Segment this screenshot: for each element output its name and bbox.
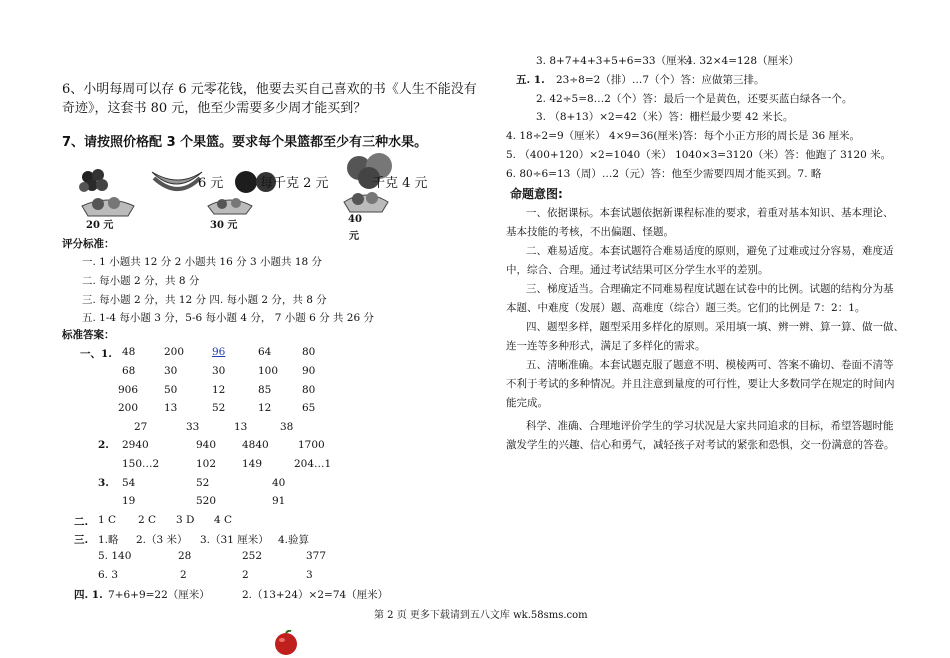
answer-line: 5. （400+120）×2=1040（米） 1040×3=3120（米）答：他跑了 3120 米。 bbox=[506, 149, 892, 161]
sec2-label: 二. bbox=[74, 516, 89, 528]
table-cell: 12 bbox=[212, 384, 226, 396]
answer-link[interactable]: 96 bbox=[212, 346, 226, 358]
choice-answer: 4 C bbox=[214, 514, 233, 526]
table-cell: 4840 bbox=[242, 439, 269, 451]
table-cell: 2940 bbox=[122, 439, 149, 451]
table-cell: 90 bbox=[302, 365, 316, 377]
intent-text: 连一连等多种形式，满足了多样化的需求。 bbox=[506, 340, 706, 352]
list-item: 7+6+9=22（厘米） bbox=[108, 589, 210, 601]
list-item: 252 bbox=[242, 550, 263, 562]
table-cell: 149 bbox=[242, 458, 263, 470]
list-item: 3.（31 厘米） bbox=[200, 534, 269, 546]
intent-text: 基本技能的考核，不出偏题、怪题。 bbox=[506, 226, 674, 238]
intent-text: 中，综合、合理。通过考试结果可区分学生水平的差别。 bbox=[506, 264, 769, 276]
choice-answer: 1 C bbox=[98, 514, 117, 526]
basket-price-20: 20 元 bbox=[86, 220, 114, 231]
table-cell: 40 bbox=[272, 477, 286, 489]
fruit-basket-icon bbox=[206, 196, 254, 216]
list-item: 1.略 bbox=[98, 534, 119, 546]
table-cell: 64 bbox=[258, 346, 272, 358]
answer-line: 4. 32×4=128（厘米） bbox=[686, 55, 800, 67]
price-fragment-3: 千克 4 元 bbox=[372, 176, 428, 191]
table-cell: 13 bbox=[164, 402, 178, 414]
q6-line-2: 奇迹》，这套书 80 元，他至少需要多少周才能买到？ bbox=[62, 101, 367, 116]
table-cell: 48 bbox=[122, 346, 136, 358]
sec3-label: 三. bbox=[74, 534, 89, 546]
choice-answer: 2 C bbox=[138, 514, 157, 526]
table-cell: 940 bbox=[196, 439, 217, 451]
basket-price-unit: 元 bbox=[349, 231, 359, 242]
table-cell: 200 bbox=[164, 346, 185, 358]
table-cell: 200 bbox=[118, 402, 139, 414]
table-cell: 91 bbox=[272, 495, 286, 507]
table-cell: 13 bbox=[234, 421, 248, 433]
scoring-line-4: 五. 1-4 每小题 3 分，5-6 每小题 4 分， 7 小题 6 分 共 26 分 bbox=[82, 312, 374, 324]
list-item: 377 bbox=[306, 550, 327, 562]
scoring-line-1: 一. 1 小题共 12 分 2 小题共 16 分 3 小题共 18 分 bbox=[82, 256, 323, 268]
basket-price-30: 30 元 bbox=[210, 220, 238, 231]
answer-line: 3. （8+13）×2=42（米）答：栅栏最少要 42 米长。 bbox=[536, 111, 794, 123]
table-cell: 19 bbox=[122, 495, 136, 507]
table-cell: 33 bbox=[186, 421, 200, 433]
list-item: 2 bbox=[180, 569, 187, 581]
list-item: 28 bbox=[178, 550, 192, 562]
table-cell: 102 bbox=[196, 458, 217, 470]
sec5-label: 五. 1. bbox=[516, 74, 545, 86]
table-cell: 150…2 bbox=[122, 458, 160, 470]
scoring-title: 评分标准： bbox=[62, 238, 115, 250]
intent-text: 三、梯度适当。合理确定不同难易程度试题在试卷中的比例。试题的结构分为基 bbox=[526, 283, 894, 295]
apple-logo-icon bbox=[274, 630, 298, 656]
table-cell: 38 bbox=[280, 421, 294, 433]
table-cell: 204…1 bbox=[294, 458, 332, 470]
intent-title: 命题意图: bbox=[510, 187, 563, 201]
intent-text: 二、难易适度。本套试题符合难易适度的原则，避免了过难或过分容易，难度适 bbox=[526, 245, 894, 257]
fruit-basket-icon bbox=[80, 196, 136, 218]
intent-text: 能完成。 bbox=[506, 397, 548, 409]
answer-line: 3. 8+7+4+3+5+6=33（厘米） bbox=[536, 55, 698, 67]
table-cell: 906 bbox=[118, 384, 139, 396]
price-fragment-1: 6 元 bbox=[198, 176, 224, 191]
answer-line: 23÷8=2（排）…7（个）答：应做第三排。 bbox=[556, 74, 765, 86]
choice-answer: 3 D bbox=[176, 514, 195, 526]
sec1-p2-label: 2. bbox=[98, 439, 109, 451]
intent-text: 科学、准确、合理地评价学生的学习状况是大家共同追求的目标，希望答题时能 bbox=[526, 420, 894, 432]
answer-line: 6. 80÷6=13（周）…2（元）答：他至少需要四周才能买到。7. 略 bbox=[506, 168, 822, 180]
table-cell: 65 bbox=[302, 402, 316, 414]
table-cell: 80 bbox=[302, 346, 316, 358]
table-cell: 100 bbox=[258, 365, 279, 377]
table-cell: 85 bbox=[258, 384, 272, 396]
q7-title: 7、请按照价格配 3 个果篮。要求每个果篮都至少有三种水果。 bbox=[62, 135, 428, 150]
table-cell: 30 bbox=[164, 365, 178, 377]
intent-text: 不利于考试的多种情况。并且注意到量度的可行性，要让大多数同学在规定的时间内 bbox=[506, 378, 895, 390]
table-cell: 54 bbox=[122, 477, 136, 489]
table-cell: 27 bbox=[134, 421, 148, 433]
answer-line: 4. 18÷2=9（厘米） 4×9=36(厘米)答：每个小正方形的周长是 36 厘米。 bbox=[506, 130, 861, 142]
list-item: 3 bbox=[306, 569, 313, 581]
table-cell: 12 bbox=[258, 402, 272, 414]
table-cell: 68 bbox=[122, 365, 136, 377]
q6-line-1: 6、小明每周可以存 6 元零花钱，他要去买自己喜欢的书《人生不能没有 bbox=[62, 82, 477, 97]
page-footer: 第 2 页 更多下载请到五八文库 wk.58sms.com bbox=[374, 610, 588, 621]
intent-text: 激发学生的兴趣、信心和勇气，减轻孩子对考试的紧张和恐惧，交一份满意的答卷。 bbox=[506, 439, 895, 451]
table-cell: 1700 bbox=[298, 439, 325, 451]
answer-line: 2. 42÷5=8…2（个）答：最后一个是黄色，还要买蓝白绿各一个。 bbox=[536, 93, 853, 105]
list-item: 6. 3 bbox=[98, 569, 119, 581]
list-item: 2.（13+24）×2=74（厘米） bbox=[242, 589, 389, 601]
scoring-line-3: 三. 每小题 2 分，共 12 分 四. 每小题 2 分，共 8 分 bbox=[82, 294, 327, 306]
table-cell: 50 bbox=[164, 384, 178, 396]
intent-text: 四、题型多样，题型采用多样化的原则。采用填一填、辨一辨、算一算、做一做、 bbox=[526, 321, 904, 333]
basket-price-40: 40 bbox=[348, 214, 362, 225]
list-item: 4.验算 bbox=[278, 534, 310, 546]
table-cell: 52 bbox=[196, 477, 210, 489]
fruit-basket-icon bbox=[342, 190, 390, 214]
banana-icon bbox=[148, 162, 204, 196]
grapes-icon bbox=[76, 163, 138, 197]
intent-text: 本题、中难度（发展）题、高难度（综合）题三类。它们的比例是 7：2：1。 bbox=[506, 302, 866, 314]
list-item: 5. 140 bbox=[98, 550, 132, 562]
sec1-label: 一、1. bbox=[80, 348, 112, 360]
table-cell: 80 bbox=[302, 384, 316, 396]
table-cell: 520 bbox=[196, 495, 217, 507]
list-item: 2.（3 米） bbox=[136, 534, 188, 546]
sec4-label: 四. 1. bbox=[74, 589, 103, 601]
price-fragment-2: 每千克 2 元 bbox=[260, 176, 329, 191]
scoring-line-2: 二. 每小题 2 分，共 8 分 bbox=[82, 275, 200, 287]
answers-title: 标准答案： bbox=[62, 329, 115, 341]
intent-text: 五、清晰准确。本套试题克服了题意不明、模棱两可、答案不确切、卷面不清等 bbox=[526, 359, 894, 371]
table-cell: 30 bbox=[212, 365, 226, 377]
table-cell: 52 bbox=[212, 402, 226, 414]
intent-text: 一、依据课标。本套试题依据新课程标准的要求，着重对基本知识、基本理论、 bbox=[526, 207, 894, 219]
sec1-p3-label: 3. bbox=[98, 477, 109, 489]
list-item: 2 bbox=[242, 569, 249, 581]
